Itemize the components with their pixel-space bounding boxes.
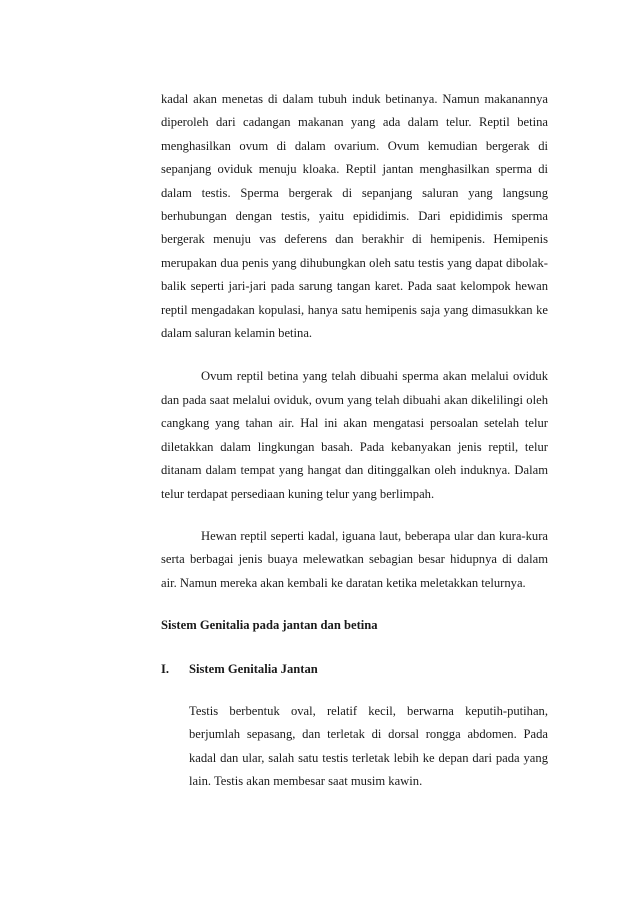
body-paragraph-3: Hewan reptil seperti kadal, iguana laut, beberapa ular dan kura-kura serta berbagai jenis buaya melewatkan sebagian besar hidupnya di dalam air. Namun mereka akan kembali ke daratan ketika meletakkan telurnya.	[161, 528, 548, 590]
section-heading: Sistem Genitalia pada jantan dan betina	[161, 618, 378, 633]
subsection-number: I.	[161, 661, 170, 676]
subsection-body: Testis berbentuk oval, relatif kecil, berwarna keputih-putihan, berjumlah sepasang, dan terletak di dorsal rongga abdomen. Pada kadal dan ular, salah satu testis terletak lebih ke depan dari pada yang lain. Testis akan membesar saat musim kawin.	[189, 703, 548, 789]
subsection-body-container	[189, 700, 548, 794]
body-paragraph-2: Ovum reptil betina yang telah dibuahi sperma akan melalui oviduk dan pada saat melalui oviduk, ovum yang telah dibuahi akan dikelilingi oleh cangkang yang tahan air. Hal ini akan mengatasi persoalan setelah telur diletakkan dalam lingkungan basah. Pada kebanyakan jenis reptil, telur ditanam dalam tempat yang hangat dan ditinggalkan oleh induknya. Dalam telur terdapat persediaan kuning telur yang berlimpah.	[161, 369, 548, 501]
body-paragraph-1: kadal akan menetas di dalam tubuh induk betinanya. Namun makanannya diperoleh dari cadangan makanan yang ada dalam telur. Reptil betina menghasilkan ovum di dalam ovarium. Ovum kemudian bergerak di sepanjang oviduk menuju kloaka. Reptil jantan menghasilkan sperma di dalam testis. Sperma bergerak di sepanjang saluran yang langsung berhubungan dengan testis, yaitu epididimis. Dari epididimis sperma bergerak menuju vas deferens dan berakhir di hemipenis. Hemipenis merupakan dua penis yang dihubungkan oleh satu testis yang dapat dibolak-balik seperti jari-jari pada sarung tangan karet. Pada saat kelompok hewan reptil mengadakan kopulasi, hanya satu hemipenis saja yang dimasukkan ke dalam saluran kelamin betina.	[161, 92, 548, 341]
subsection-title: Sistem Genitalia Jantan	[189, 661, 318, 676]
subsection-heading	[161, 658, 548, 681]
document-page	[161, 88, 548, 794]
